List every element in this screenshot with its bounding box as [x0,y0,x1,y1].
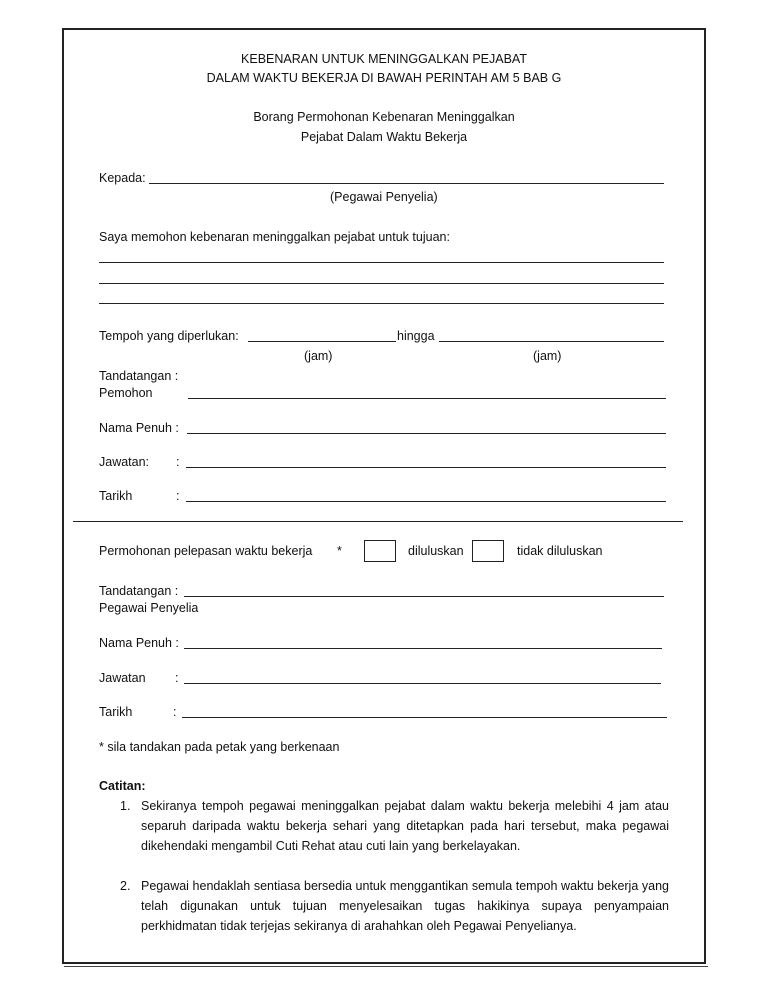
penyelia-nama-label: Nama Penuh : [99,636,179,650]
pemohon-label: Pemohon [99,386,153,400]
permohonan-label: Permohonan pelepasan waktu bekerja [99,544,313,558]
frame-bottom-rule [64,966,708,967]
tempoh-label: Tempoh yang diperlukan: [99,329,239,343]
kepada-field[interactable] [149,183,664,184]
tarikh-field[interactable] [186,501,666,502]
form-subtitle-line2: Pejabat Dalam Waktu Bekerja [300,130,468,144]
tidak-diluluskan-checkbox[interactable] [472,540,504,562]
penyelia-jawatan-field[interactable] [184,683,661,684]
notes-heading: Catitan: [99,779,146,793]
jam-caption-end: (jam) [533,349,562,363]
tarikh-label: Tarikh [99,489,133,503]
penyelia-tarikh-colon: : [173,705,177,719]
penyelia-tandatangan-label: Tandatangan : [99,584,179,598]
jawatan-field[interactable] [186,467,666,468]
penyelia-nama-field[interactable] [184,648,662,649]
penyelia-jawatan-label: Jawatan [99,671,146,685]
purpose-label: Saya memohon kebenaran meninggalkan pejabat untuk tujuan: [99,230,450,244]
nama-penuh-field[interactable] [187,433,666,434]
penyelia-jawatan-colon: : [175,671,179,685]
note-1-number: 1. [120,799,131,813]
form-title-line1: KEBENARAN UNTUK MENINGGALKAN PEJABAT [241,52,527,66]
note-1-text: Sekiranya tempoh pegawai meninggalkan pejabat dalam waktu bekerja melebihi 4 jam atau separuh daripada waktu bekerja sehari yang ditetapkan pada hari tersebut, maka pegawai dikehendaki mengambil Cuti Rehat atau cuti lain yang berkelayakan. [141,799,669,853]
kepada-label: Kepada: [99,171,146,185]
section-divider [73,521,683,522]
note-2-text: Pegawai hendaklah sentiasa bersedia untuk menggantikan semula tempoh waktu bekerja yang telah digunakan untuk tujuan menyelesaikan tugas hakikinya supaya penyampaian perkhidmatan tidak terjejas sekiranya di arahahkan oleh Pegawai Penyelianya. [141,879,669,933]
jam-caption-start: (jam) [304,349,333,363]
asterisk-mark: * [337,544,342,558]
tandatangan-label: Tandatangan : [99,369,179,383]
form-subtitle-line1: Borang Permohonan Kebenaran Meninggalkan [253,110,515,124]
penyelia-tarikh-field[interactable] [182,717,667,718]
tarikh-colon: : [176,489,180,503]
note-2-number: 2. [120,879,131,893]
footnote: * sila tandakan pada petak yang berkenaan [99,740,340,754]
purpose-field-line-1[interactable] [99,262,664,263]
penyelia-signature-field[interactable] [184,596,664,597]
tempoh-start-field[interactable] [248,341,396,342]
jawatan-label: Jawatan: [99,455,150,469]
purpose-field-line-3[interactable] [99,303,664,304]
tempoh-end-field[interactable] [439,341,664,342]
pemohon-signature-field[interactable] [188,398,666,399]
pegawai-penyelia-label: Pegawai Penyelia [99,601,199,615]
pegawai-penyelia-caption: (Pegawai Penyelia) [330,190,438,204]
purpose-field-line-2[interactable] [99,283,664,284]
jawatan-colon: : [176,455,180,469]
hingga-label: hingga [397,329,435,343]
penyelia-tarikh-label: Tarikh [99,705,133,719]
form-title-line2: DALAM WAKTU BEKERJA DI BAWAH PERINTAH AM 5 BAB G [206,71,562,85]
diluluskan-checkbox[interactable] [364,540,396,562]
nama-penuh-label: Nama Penuh : [99,421,179,435]
tidak-diluluskan-label: tidak diluluskan [517,544,603,558]
diluluskan-label: diluluskan [408,544,464,558]
